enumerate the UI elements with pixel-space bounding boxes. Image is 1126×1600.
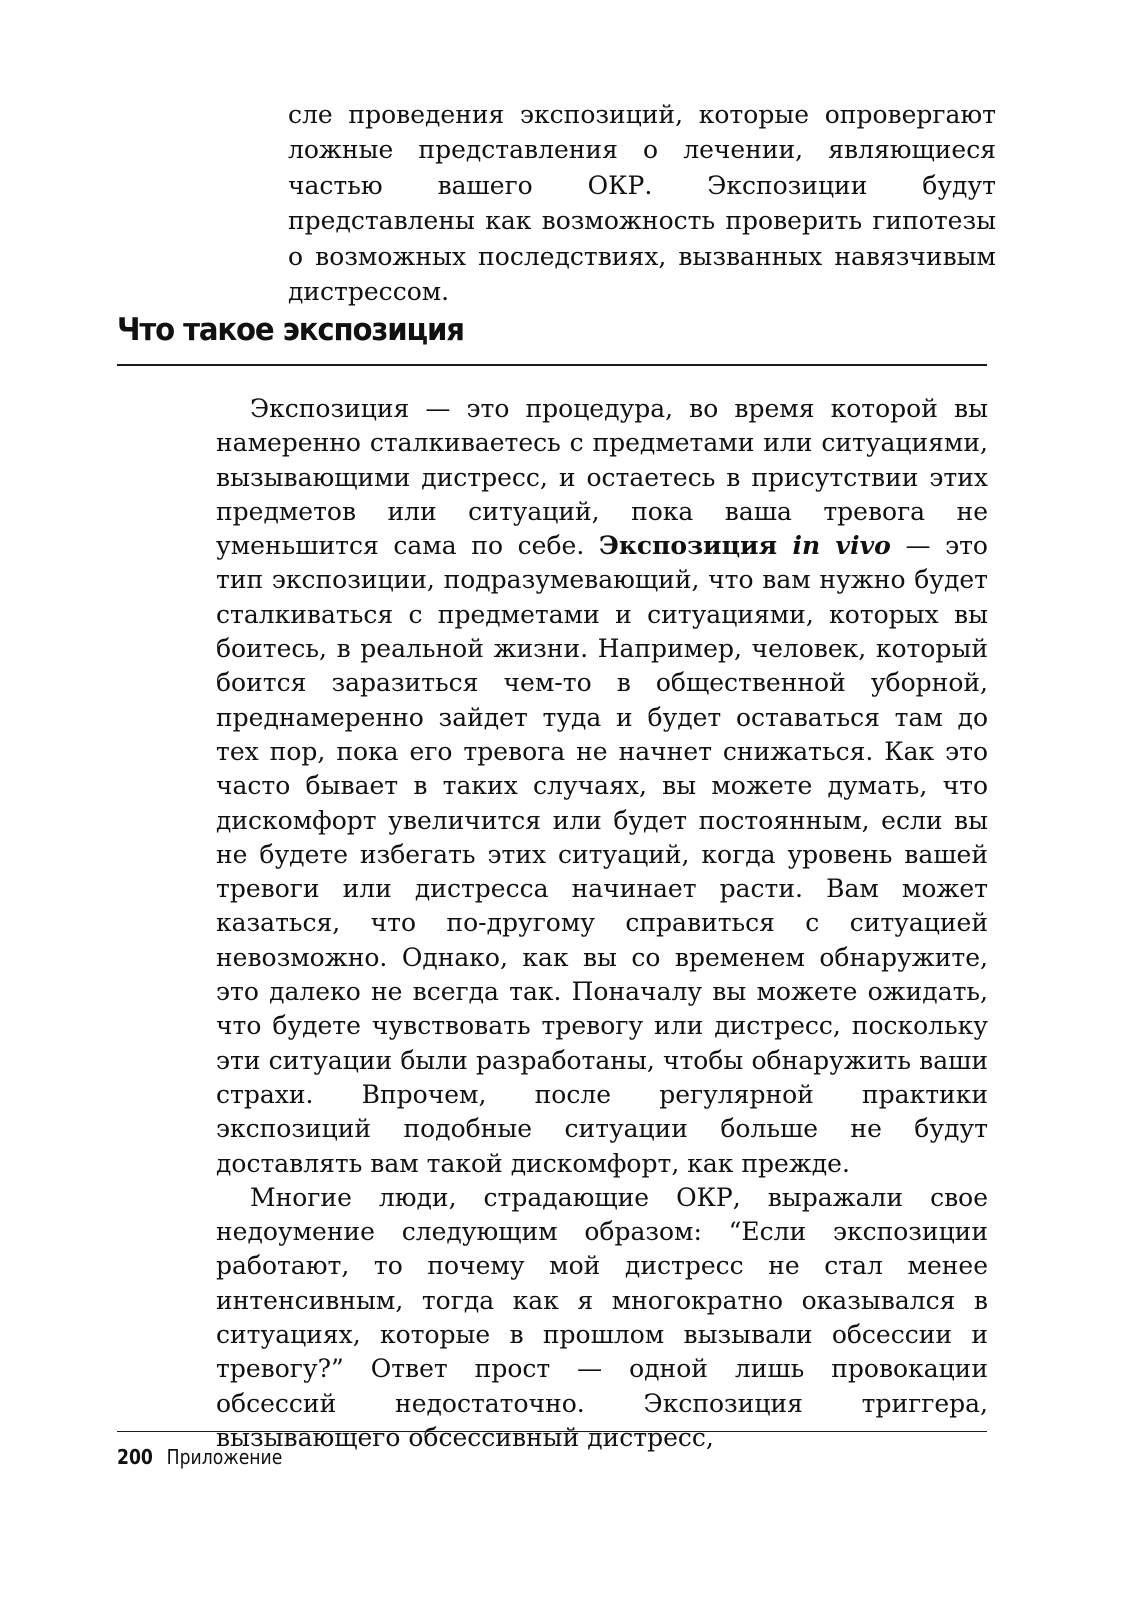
body-paragraph-1 — [216, 392, 988, 1181]
heading-divider — [117, 364, 987, 366]
paragraph-1-rest: — это тип экспозиции, подразумевающий, что вам нужно будет сталкиваться с предметами и ситуациями, которых вы боитесь, в реальной жизни. Например, человек, который боится заразиться чем-то в общественной уборной, преднамеренно зайдет туда и будет оставаться там до тех пор, пока его тревога не начнет снижаться. Как это часто бывает в таких случаях, вы можете думать, что дискомфорт увеличится или будет постоянным, если вы не будете избегать этих ситуаций, когда уровень вашей тревоги или дистресса начинает расти. Вам может казаться, что по-другому справиться с ситуацией невозможно. Однако, как вы со временем обнаружите, это далеко не всегда так. Поначалу вы можете ожидать, что будете чувствовать тревогу или дистресс, поскольку эти ситуации были разработаны, чтобы обнаружить ваши страхи. Впрочем, после регулярной практики экспозиций подобные ситуации больше не будут доставлять вам такой дискомфорт, как прежде. — [216, 531, 988, 1178]
body-paragraph-2: Многие люди, страдающие ОКР, выражали свое недоумение следующим образом: “Если экспозиции работают, то почему мой дистресс не стал менее интенсивным, тогда как я многократно оказывался в ситуациях, которые в прошлом вызывали обсессии и тревогу?” Ответ прост — одной лишь провокации обсессий недостаточно. Экспозиция триггера, вызывающего обсессивный дистресс, — [216, 1182, 988, 1452]
running-footer-label: Приложение — [166, 1445, 283, 1469]
term-exposure: Экспозиция — [598, 531, 793, 561]
term-exposure-in-vivo — [599, 531, 891, 560]
intro-paragraph: сле проведения экспозиций, которые опровергают ложные представления о лечении, являющиеся частью вашего ОКР. Экспозиции будут представлены как возможность проверить гипотезы о возможных последствиях, вызванных навязчивым дистрессом. — [288, 100, 996, 307]
page-footer — [117, 1444, 282, 1470]
paragraph-1-start: Экспозиция — это процедура, во время которой вы намеренно сталкиваетесь с предметами или ситуациями, вызывающими дистресс, и остаетесь в присутствии этих предметов или ситуаций, пока ваша тревога не уменьшится сама по себе. — [216, 394, 988, 561]
footer-divider — [117, 1431, 987, 1432]
body-text — [216, 392, 988, 1455]
section-heading: Что такое экспозиция — [117, 312, 464, 348]
page-number: 200 — [117, 1445, 153, 1469]
term-in-vivo: in vivo — [792, 531, 891, 561]
